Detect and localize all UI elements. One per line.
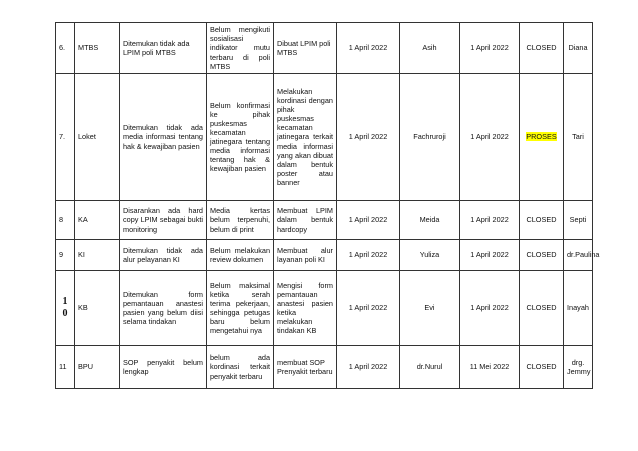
unit-cell: KB <box>75 271 120 346</box>
row-number: 11 <box>56 346 75 389</box>
finding-cell: Ditemukan tidak ada media informasi tentang hak & kewajiban pasien <box>120 74 207 201</box>
end-date-cell: 11 Mei 2022 <box>460 346 520 389</box>
verifier-cell: Inayah <box>564 271 593 346</box>
table-row <box>56 346 593 389</box>
pic-cell: Fachruroji <box>400 74 460 201</box>
audit-followup-table <box>55 22 600 389</box>
pic-cell: Yuliza <box>400 240 460 271</box>
table-row <box>56 271 593 346</box>
status-cell <box>520 74 564 201</box>
status-cell: CLOSED <box>520 271 564 346</box>
action-cell: Mengisi form pemantauan anastesi pasien ketika melakukan tindakan KB <box>274 271 337 346</box>
start-date-cell: 1 April 2022 <box>337 240 400 271</box>
row-number: 8 <box>56 201 75 240</box>
finding-cell: SOP penyakit belum lengkap <box>120 346 207 389</box>
cause-cell: belum ada kordinasi terkait penyakit terbaru <box>207 346 274 389</box>
verifier-cell: dr.Paulina <box>564 240 593 271</box>
cause-cell: Belum mengikuti sosialisasi indikator mutu terbaru di poli MTBS <box>207 23 274 74</box>
status-badge: PROSES <box>526 132 557 142</box>
start-date-cell: 1 April 2022 <box>337 271 400 346</box>
pic-cell: dr.Nurul <box>400 346 460 389</box>
start-date-cell: 1 April 2022 <box>337 74 400 201</box>
action-cell: membuat SOP Prenyakit terbaru <box>274 346 337 389</box>
table-row <box>56 74 593 201</box>
pic-cell: Meida <box>400 201 460 240</box>
unit-cell: KI <box>75 240 120 271</box>
start-date-cell: 1 April 2022 <box>337 346 400 389</box>
action-cell: Membuat LPIM dalam bentuk hardcopy <box>274 201 337 240</box>
unit-cell: KA <box>75 201 120 240</box>
pic-cell: Asih <box>400 23 460 74</box>
status-cell: CLOSED <box>520 346 564 389</box>
table-row <box>56 23 593 74</box>
end-date-cell: 1 April 2022 <box>460 23 520 74</box>
row-number: 9 <box>56 240 75 271</box>
table-row <box>56 240 593 271</box>
finding-cell: Ditemukan tidak ada LPIM poli MTBS <box>120 23 207 74</box>
end-date-cell: 1 April 2022 <box>460 240 520 271</box>
status-cell: CLOSED <box>520 23 564 74</box>
cause-cell: Belum melakukan review dokumen <box>207 240 274 271</box>
action-cell: Dibuat LPIM poli MTBS <box>274 23 337 74</box>
row-number: 7. <box>56 74 75 201</box>
row-number-line-1: 1 <box>62 295 68 307</box>
action-cell: Melakukan kordinasi dengan pihak puskesmas kecamatan jatinegara terkait media informasi yang akan dibuat dalam bentuk poster atau banner <box>274 74 337 201</box>
verifier-cell: Septi <box>564 201 593 240</box>
verifier-cell: drg. Jemmy <box>564 346 593 389</box>
verifier-cell: Diana <box>564 23 593 74</box>
unit-cell: MTBS <box>75 23 120 74</box>
row-number <box>56 271 75 346</box>
start-date-cell: 1 April 2022 <box>337 23 400 74</box>
end-date-cell: 1 April 2022 <box>460 201 520 240</box>
finding-cell: Ditemukan tidak ada alur pelayanan KI <box>120 240 207 271</box>
row-number: 6. <box>56 23 75 74</box>
action-cell: Membuat alur layanan poli KI <box>274 240 337 271</box>
table-row <box>56 201 593 240</box>
status-cell: CLOSED <box>520 201 564 240</box>
end-date-cell: 1 April 2022 <box>460 74 520 201</box>
unit-cell: BPU <box>75 346 120 389</box>
pic-cell: Evi <box>400 271 460 346</box>
finding-cell: Disarankan ada hard copy LPIM sebagai bukti monitoring <box>120 201 207 240</box>
start-date-cell: 1 April 2022 <box>337 201 400 240</box>
cause-cell: Media kertas belum terpenuhi, belum di print <box>207 201 274 240</box>
finding-cell: Ditemukan form pemantauan anastesi pasien yang belum diisi selama tindakan <box>120 271 207 346</box>
row-number-line-2: 0 <box>62 308 68 319</box>
end-date-cell: 1 April 2022 <box>460 271 520 346</box>
cause-cell: Belum maksimal ketika serah terima pekerjaan, sehingga petugas baru belum mengetahui nya <box>207 271 274 346</box>
verifier-cell: Tari <box>564 74 593 201</box>
status-cell: CLOSED <box>520 240 564 271</box>
unit-cell: Loket <box>75 74 120 201</box>
cause-cell: Belum konfirmasi ke pihak puskesmas kecamatan jatinegara tentang media informasi tentang hak & kewajiban pasien <box>207 74 274 201</box>
